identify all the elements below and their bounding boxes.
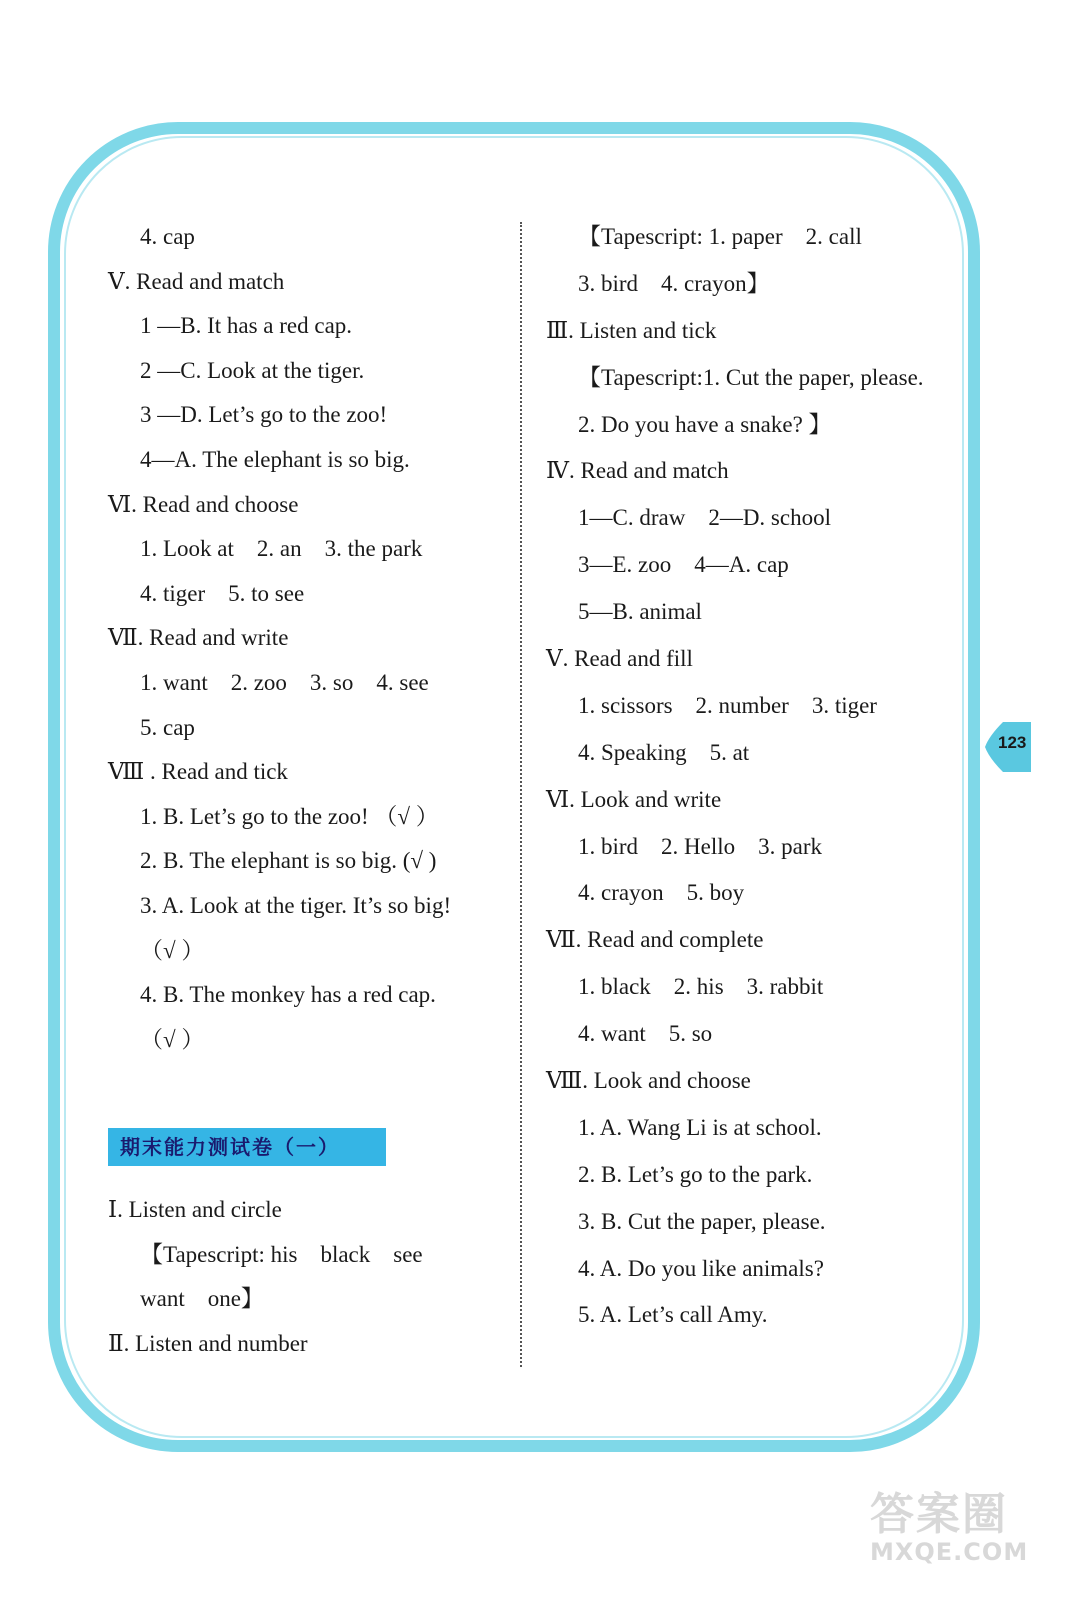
- section-heading: Ⅶ. Read and write: [108, 625, 289, 651]
- watermark-title: 答案圈: [870, 1489, 1008, 1540]
- answer-line: 1. scissors 2. number 3. tiger: [578, 692, 877, 718]
- answer-line: 1 —B. It has a red cap.: [140, 313, 353, 339]
- answer-line: 1. black 2. his 3. rabbit: [578, 974, 824, 1000]
- answer-line: 2. B. The elephant is so big. (√ ): [140, 848, 437, 874]
- column-divider: [520, 222, 522, 1367]
- section-heading: Ⅷ. Look and choose: [546, 1068, 751, 1094]
- section-heading: Ⅴ. Read and match: [108, 268, 285, 294]
- watermark-logo: [870, 1478, 1028, 1566]
- answer-line: 5. cap: [140, 714, 195, 740]
- answer-line: 1. Look at 2. an 3. the park: [140, 536, 423, 562]
- right-column: [546, 218, 966, 1343]
- answer-line: 4. crayon 5. boy: [578, 880, 745, 906]
- answer-line: 【Tapescript: his black see: [140, 1241, 423, 1267]
- answer-line: 4. B. The monkey has a red cap.: [140, 982, 436, 1008]
- answer-line: 1—C. draw 2—D. school: [578, 505, 831, 531]
- answer-line: 1. want 2. zoo 3. so 4. see: [140, 669, 429, 695]
- watermark-url: MXQE.COM: [870, 1538, 1029, 1566]
- section-heading: Ⅵ. Read and choose: [108, 491, 299, 517]
- answer-line: 1. bird 2. Hello 3. park: [578, 833, 823, 859]
- answer-line: 4. cap: [140, 224, 195, 249]
- page-number: 123: [998, 733, 1027, 752]
- section-heading: Ⅳ. Read and match: [546, 458, 729, 484]
- answer-line: 3. A. Look at the tiger. It’s so big!: [140, 892, 452, 918]
- answer-line: 4. want 5. so: [578, 1021, 713, 1047]
- answer-line: （√ ）: [140, 937, 205, 963]
- answer-line: （√ ）: [140, 1026, 205, 1052]
- section-heading: Ⅴ. Read and fill: [546, 646, 693, 672]
- answer-line: 4—A. The elephant is so big.: [140, 446, 410, 472]
- answer-line: 4. A. Do you like animals?: [578, 1255, 824, 1281]
- section-heading: Ⅶ. Read and complete: [546, 927, 764, 953]
- section-heading: Ⅷ . Read and tick: [108, 759, 288, 785]
- answer-line: 4. Speaking 5. at: [578, 739, 750, 765]
- answer-line: 5—B. animal: [578, 599, 702, 625]
- answer-line: 2. B. Let’s go to the park.: [578, 1161, 813, 1187]
- left-column: [108, 218, 508, 1370]
- answer-line: 1. A. Wang Li is at school.: [578, 1114, 822, 1140]
- section-badge: 期末能力测试卷（一）: [108, 1128, 386, 1166]
- answer-line: 3. bird 4. crayon】: [578, 270, 770, 296]
- answer-line: 1. B. Let’s go to the zoo! （√ ）: [140, 803, 439, 829]
- answer-line: 【Tapescript: 1. paper 2. call: [578, 224, 862, 249]
- section-badge-row: [108, 1127, 508, 1191]
- answer-line: 【Tapescript:1. Cut the paper, please.: [578, 364, 924, 390]
- section-heading: Ⅵ. Look and write: [546, 786, 722, 812]
- section-heading: Ⅱ. Listen and number: [108, 1331, 308, 1357]
- answer-line: 5. A. Let’s call Amy.: [578, 1302, 768, 1328]
- section-heading: Ⅰ. Listen and circle: [108, 1197, 282, 1223]
- answer-line: want one】: [140, 1286, 264, 1312]
- section-gap: [108, 1065, 508, 1127]
- section-heading: Ⅲ. Listen and tick: [546, 317, 717, 343]
- answer-line: 4. tiger 5. to see: [140, 580, 305, 606]
- answer-line: 3—E. zoo 4—A. cap: [578, 552, 789, 578]
- answer-line: 3. B. Cut the paper, please.: [578, 1208, 826, 1234]
- answer-line: 2 —C. Look at the tiger.: [140, 357, 365, 383]
- answer-line: 3 —D. Let’s go to the zoo!: [140, 402, 388, 428]
- answer-line: 2. Do you have a snake? 】: [578, 411, 832, 437]
